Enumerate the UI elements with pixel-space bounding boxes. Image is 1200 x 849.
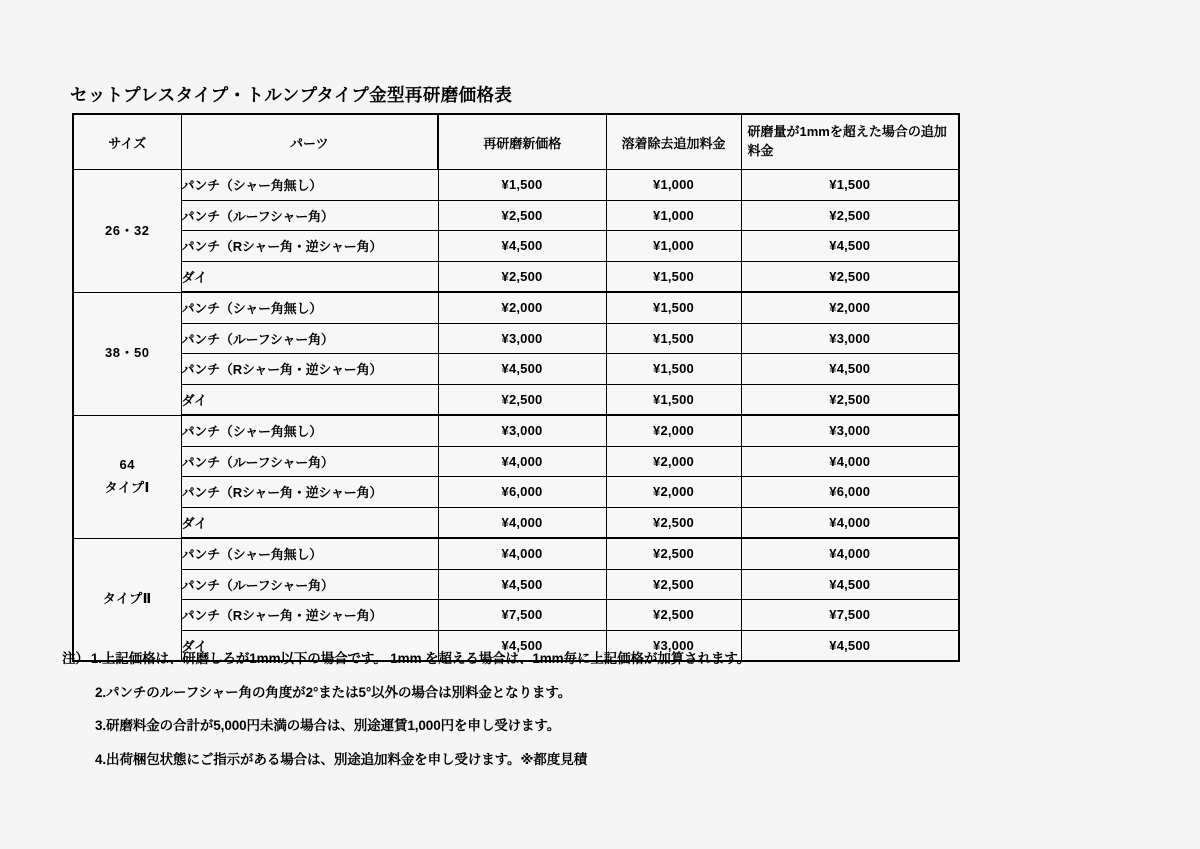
- size-cell: 38・50: [73, 292, 181, 415]
- new-price-cell: ¥4,500: [438, 354, 606, 385]
- part-name-cell: パンチ（Rシャー角・逆シャー角）: [181, 600, 438, 631]
- part-name-cell: パンチ（シャー角無し）: [181, 415, 438, 446]
- weld-removal-price-cell: ¥1,500: [606, 292, 741, 323]
- part-name-cell: パンチ（ルーフシャー角）: [181, 200, 438, 231]
- column-header-weld-removal: 溶着除去追加料金: [606, 114, 741, 170]
- note-line: [62, 686, 1142, 700]
- new-price-cell: ¥2,500: [438, 200, 606, 231]
- column-header-parts: パーツ: [181, 114, 438, 170]
- table-body: [73, 170, 959, 662]
- note-line: [62, 652, 1142, 666]
- column-header-new-price: 再研磨新価格: [438, 114, 606, 170]
- weld-removal-price-cell: ¥2,500: [606, 507, 741, 538]
- part-name-cell: パンチ（ルーフシャー角）: [181, 569, 438, 600]
- weld-removal-price-cell: ¥1,000: [606, 231, 741, 262]
- note-line: [62, 719, 1142, 733]
- table-row: [73, 569, 959, 600]
- over-1mm-price-cell: ¥4,000: [741, 538, 959, 569]
- weld-removal-price-cell: ¥2,000: [606, 446, 741, 477]
- table-row: [73, 415, 959, 446]
- weld-removal-price-cell: ¥3,000: [606, 630, 741, 661]
- note-line: [62, 753, 1142, 767]
- weld-removal-price-cell: ¥2,500: [606, 569, 741, 600]
- over-1mm-price-cell: ¥4,500: [741, 354, 959, 385]
- table-header: [73, 114, 959, 170]
- new-price-cell: ¥4,000: [438, 538, 606, 569]
- new-price-cell: ¥4,500: [438, 231, 606, 262]
- part-name-cell: ダイ: [181, 630, 438, 661]
- table-row: [73, 292, 959, 323]
- weld-removal-price-cell: ¥1,000: [606, 170, 741, 201]
- table-row: [73, 446, 959, 477]
- page-title: セットプレスタイプ・トルンプタイプ金型再研磨価格表: [70, 85, 513, 105]
- new-price-cell: ¥2,000: [438, 292, 606, 323]
- over-1mm-price-cell: ¥4,500: [741, 630, 959, 661]
- size-cell: 64 タイプⅠ: [73, 415, 181, 538]
- table-row: [73, 200, 959, 231]
- over-1mm-price-cell: ¥2,500: [741, 261, 959, 292]
- over-1mm-price-cell: ¥4,000: [741, 507, 959, 538]
- part-name-cell: パンチ（シャー角無し）: [181, 292, 438, 323]
- part-name-cell: ダイ: [181, 507, 438, 538]
- weld-removal-price-cell: ¥1,500: [606, 354, 741, 385]
- table-header-row: [73, 114, 959, 170]
- new-price-cell: ¥4,000: [438, 507, 606, 538]
- notes-prefix: 注）: [62, 651, 89, 666]
- new-price-cell: ¥4,000: [438, 446, 606, 477]
- over-1mm-price-cell: ¥3,000: [741, 323, 959, 354]
- new-price-cell: ¥2,500: [438, 261, 606, 292]
- table-row: [73, 231, 959, 262]
- new-price-cell: ¥4,500: [438, 569, 606, 600]
- part-name-cell: パンチ（Rシャー角・逆シャー角）: [181, 231, 438, 262]
- new-price-cell: ¥6,000: [438, 477, 606, 508]
- column-header-over-1mm: 研磨量が1mmを超えた場合の追加料金: [741, 114, 959, 170]
- new-price-cell: ¥3,000: [438, 323, 606, 354]
- size-cell: 26・32: [73, 170, 181, 293]
- over-1mm-price-cell: ¥4,500: [741, 569, 959, 600]
- weld-removal-price-cell: ¥1,500: [606, 323, 741, 354]
- weld-removal-price-cell: ¥1,000: [606, 200, 741, 231]
- table-row: [73, 600, 959, 631]
- part-name-cell: パンチ（Rシャー角・逆シャー角）: [181, 354, 438, 385]
- part-name-cell: パンチ（シャー角無し）: [181, 538, 438, 569]
- over-1mm-price-cell: ¥2,000: [741, 292, 959, 323]
- table-row: [73, 477, 959, 508]
- part-name-cell: パンチ（シャー角無し）: [181, 170, 438, 201]
- over-1mm-price-cell: ¥6,000: [741, 477, 959, 508]
- part-name-cell: パンチ（Rシャー角・逆シャー角）: [181, 477, 438, 508]
- over-1mm-price-cell: ¥2,500: [741, 200, 959, 231]
- table-row: [73, 354, 959, 385]
- over-1mm-price-cell: ¥4,500: [741, 231, 959, 262]
- part-name-cell: ダイ: [181, 261, 438, 292]
- table-row: [73, 507, 959, 538]
- new-price-cell: ¥3,000: [438, 415, 606, 446]
- over-1mm-price-cell: ¥1,500: [741, 170, 959, 201]
- new-price-cell: ¥2,500: [438, 384, 606, 415]
- part-name-cell: パンチ（ルーフシャー角）: [181, 446, 438, 477]
- weld-removal-price-cell: ¥2,000: [606, 477, 741, 508]
- note-text: 3.研磨料金の合計が5,000円未満の場合は、別途運賃1,000円を申し受けます。: [95, 718, 561, 733]
- new-price-cell: ¥1,500: [438, 170, 606, 201]
- weld-removal-price-cell: ¥1,500: [606, 384, 741, 415]
- price-table-container: [72, 113, 958, 662]
- weld-removal-price-cell: ¥2,500: [606, 538, 741, 569]
- part-name-cell: パンチ（ルーフシャー角）: [181, 323, 438, 354]
- table-row: [73, 170, 959, 201]
- column-header-size: サイズ: [73, 114, 181, 170]
- notes-section: [62, 652, 1142, 786]
- note-text: 2.パンチのルーフシャー角の角度が2°または5°以外の場合は別料金となります。: [95, 684, 572, 700]
- weld-removal-price-cell: ¥2,000: [606, 415, 741, 446]
- part-name-cell: ダイ: [181, 384, 438, 415]
- over-1mm-price-cell: ¥4,000: [741, 446, 959, 477]
- size-cell: タイプⅡ: [73, 538, 181, 661]
- weld-removal-price-cell: ¥2,500: [606, 600, 741, 631]
- table-row: [73, 261, 959, 292]
- note-text: 4.出荷梱包状態にご指示がある場合は、別途追加料金を申し受けます。※都度見積: [95, 751, 588, 767]
- over-1mm-price-cell: ¥2,500: [741, 384, 959, 415]
- over-1mm-price-cell: ¥3,000: [741, 415, 959, 446]
- note-text: 1.上記価格は、研磨しろが1mm以下の場合です。 1mm を超える場合は、1mm毎に上記価格が加算されます。: [90, 651, 751, 666]
- weld-removal-price-cell: ¥1,500: [606, 261, 741, 292]
- over-1mm-price-cell: ¥7,500: [741, 600, 959, 631]
- new-price-cell: ¥7,500: [438, 600, 606, 631]
- table-row: [73, 384, 959, 415]
- table-row: [73, 323, 959, 354]
- regrinding-price-table: [72, 113, 960, 662]
- table-row: [73, 538, 959, 569]
- new-price-cell: ¥4,500: [438, 630, 606, 661]
